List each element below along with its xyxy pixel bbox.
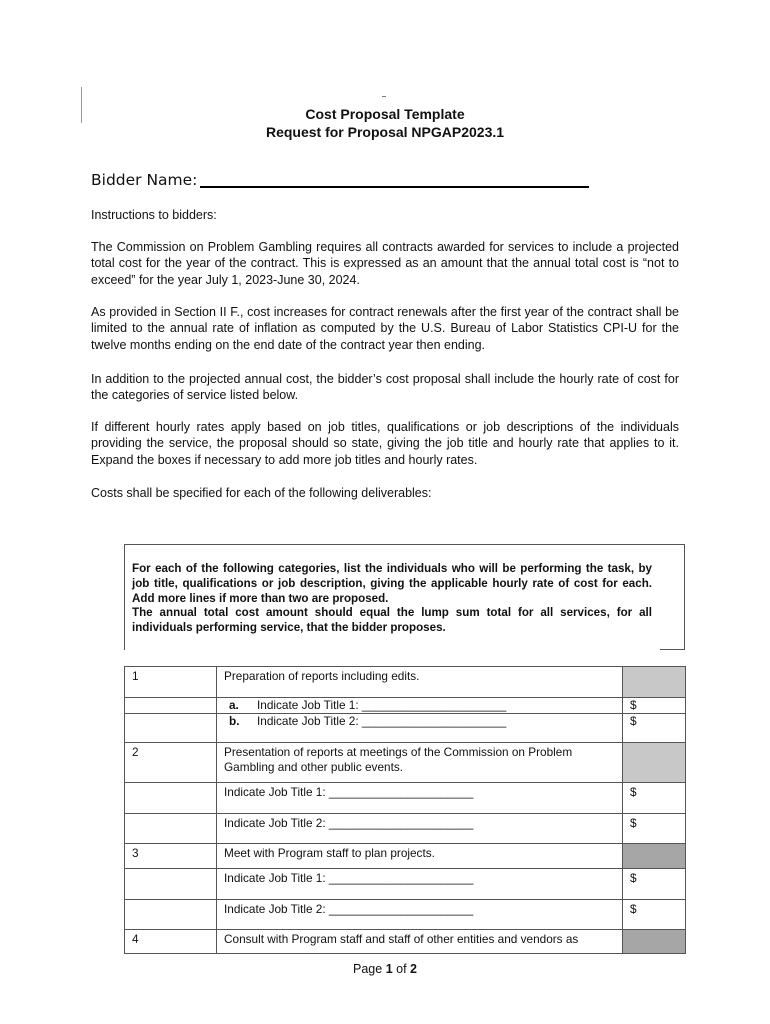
table-row [125, 900, 686, 930]
cost-field[interactable]: $ [623, 869, 686, 900]
deliverables-table [124, 666, 686, 954]
cost-cell-shaded [623, 930, 686, 954]
table-row [125, 714, 686, 743]
job-title-entry[interactable]: Indicate Job Title 1: ______________________ [217, 869, 623, 900]
deliverable-number: 2 [125, 743, 217, 783]
job-title-entry[interactable]: Indicate Job Title 1: ______________________ [217, 783, 623, 814]
paragraph-deliverables-intro: Costs shall be specified for each of the following deliverables: [91, 486, 432, 500]
document-title: Cost Proposal Template [305, 106, 465, 122]
deliverable-number: 1 [125, 667, 217, 698]
instructions-heading: Instructions to bidders: [91, 208, 217, 222]
table-row [125, 783, 686, 814]
note-box-border [684, 544, 685, 650]
document-subtitle: Request for Proposal NPGAP2023.1 [265, 124, 505, 140]
paragraph-cost-increases: As provided in Section II F., cost increases for contract renewals after the first year of the contract shall be limited to the annual rate of inflation as computed by the U.S. Bureau of Labor Statistics CPI-U for the twelve months ending on the end date of the contract year then ending. [91, 305, 679, 352]
table-row [125, 667, 686, 698]
header-mark [382, 96, 386, 97]
table-row [125, 743, 686, 783]
cost-field[interactable]: $ [623, 783, 686, 814]
paragraph-hourly-rate: In addition to the projected annual cost, the bidder’s cost proposal shall include the hourly rate of cost for the categories of service listed below. [91, 372, 679, 403]
table-row [125, 814, 686, 844]
bidder-name-label: Bidder Name: [91, 171, 198, 189]
cost-cell-shaded [623, 743, 686, 783]
instruction-note-box [124, 544, 684, 650]
paragraph-total-cost: The Commission on Problem Gambling requires all contracts awarded for services to include a projected total cost for the year of the contract. This is expressed as an amount that the annual total cost is “not to exceed” for the year July 1, 2023-June 30, 2024. [91, 240, 679, 287]
job-title-entry[interactable]: Indicate Job Title 2: ______________________ [217, 900, 623, 930]
cost-field[interactable]: $ [623, 714, 686, 743]
deliverable-description: Presentation of reports at meetings of the Commission on Problem Gambling and other public events. [217, 743, 623, 783]
cost-cell-shaded [623, 844, 686, 869]
job-title-entry[interactable]: b. Indicate Job Title 2: ______________________ [217, 714, 623, 743]
table-row [125, 698, 686, 714]
deliverable-number: 3 [125, 844, 217, 869]
deliverable-number: 4 [125, 930, 217, 954]
job-title-entry[interactable]: Indicate Job Title 2: ______________________ [217, 814, 623, 844]
cost-cell-shaded [623, 667, 686, 698]
paragraph-job-titles: If different hourly rates apply based on job titles, qualifications or job descriptions of the individuals providing the service, the proposal should so state, giving the job title and hourly rate that applies to it. Expand the boxes if necessary to add more job titles and hourly rates. [91, 420, 679, 467]
note-line-1: For each of the following categories, list the individuals who will be performing the task, by job title, qualifications or job description, giving the applicable hourly rate of cost for each. Add more lines if more than two are proposed. [132, 562, 652, 605]
deliverable-description: Preparation of reports including edits. [217, 667, 623, 698]
page-number: Page 1 of 2 [353, 962, 417, 976]
cost-field[interactable]: $ [623, 698, 686, 714]
bidder-name-field[interactable] [200, 186, 589, 188]
table-row [125, 869, 686, 900]
table-row [125, 930, 686, 954]
deliverable-description: Consult with Program staff and staff of other entities and vendors as [217, 930, 623, 954]
cost-field[interactable]: $ [623, 900, 686, 930]
note-box-border-bottom [660, 649, 685, 650]
cost-field[interactable]: $ [623, 814, 686, 844]
note-line-2: The annual total cost amount should equal the lump sum total for all services, for all individuals performing service, that the bidder proposes. [132, 606, 652, 634]
table-row [125, 844, 686, 869]
job-title-entry[interactable]: a. Indicate Job Title 1: ______________________ [217, 698, 623, 714]
deliverable-description: Meet with Program staff to plan projects. [217, 844, 623, 869]
